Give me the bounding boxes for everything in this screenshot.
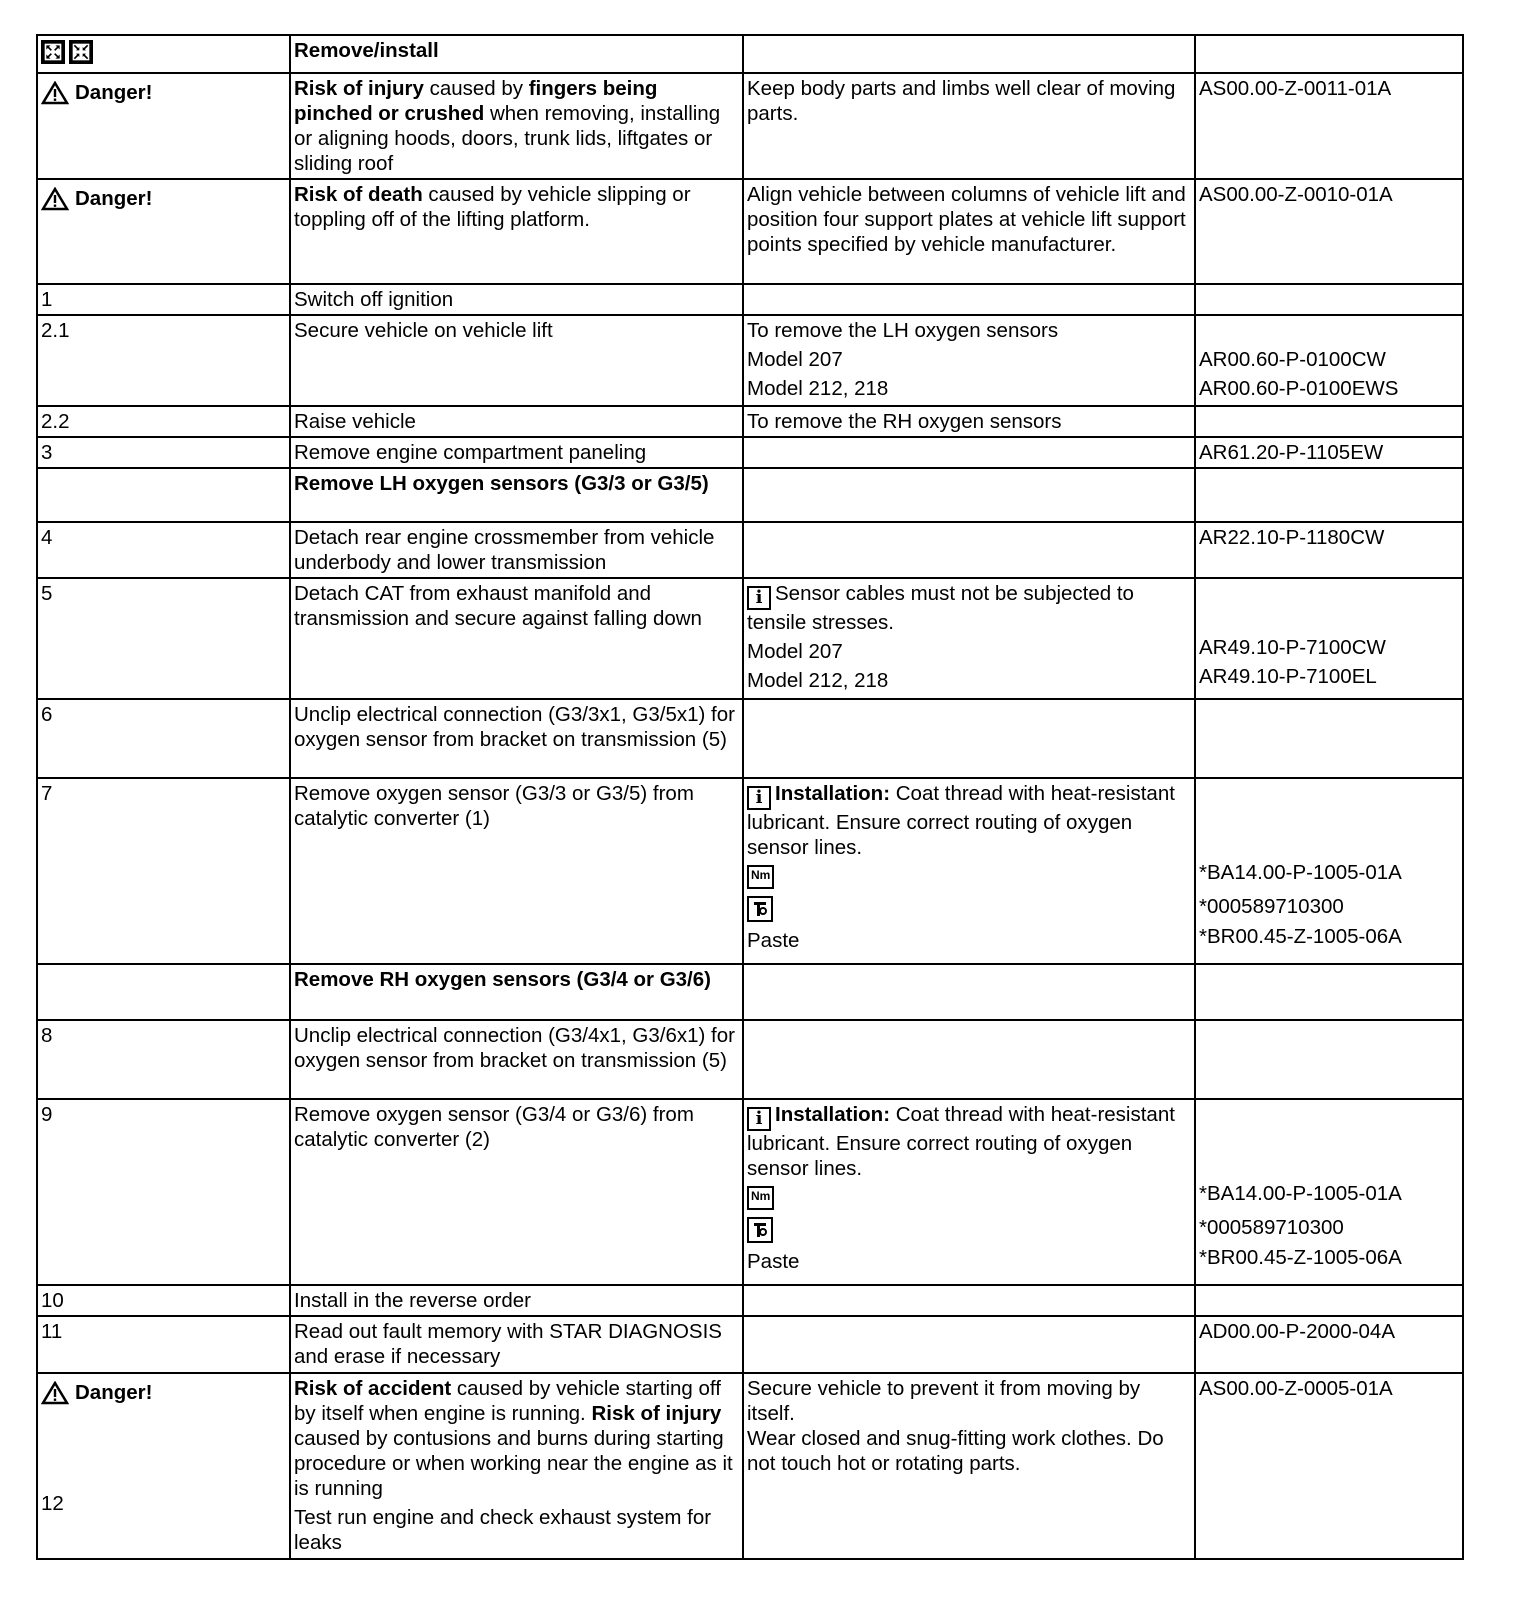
expand-icon [41, 40, 65, 64]
warning-triangle-icon [41, 81, 69, 105]
table-row: 3 Remove engine compartment paneling AR61.20-P-1105EW [37, 437, 1463, 468]
danger-row: Danger! 12 Risk of accident caused by vehicle starting off by itself when engine is running. Risk of injury caused by contusions and burns during starting procedure or when working near the engine as it is running Test run engine and check exhaust system for leaks Secure vehicle to prevent it from moving by itself. Wear closed and snug-fitting work clothes. Do not touch hot or rotating parts. AS00.00-Z-0005-01A [37, 1373, 1463, 1559]
danger-ref: AS00.00-Z-0005-01A [1195, 1373, 1463, 1559]
torque-nm-icon: Nm [747, 1186, 774, 1210]
table-row: 11 Read out fault memory with STAR DIAGNOSIS and erase if necessary AD00.00-P-2000-04A [37, 1316, 1463, 1373]
section-heading: Remove LH oxygen sensors (G3/3 or G3/5) [290, 468, 743, 522]
danger-description: Risk of accident caused by vehicle starting off by itself when engine is running. Risk of injury caused by contusions and burns during starting procedure or when working near the engine as it is running Test run engine and check exhaust system for leaks [290, 1373, 743, 1559]
info-icon: i [747, 586, 771, 610]
table-row: 10 Install in the reverse order [37, 1285, 1463, 1316]
danger-ref: AS00.00-Z-0011-01A [1195, 73, 1463, 179]
procedure-table [36, 34, 1464, 1560]
danger-measure: Align vehicle between columns of vehicle lift and position four support plates at vehicle lift support points specified by vehicle manufacturer. [743, 179, 1195, 284]
table-row: 5 Detach CAT from exhaust manifold and transmission and secure against falling down i Sensor cables must not be subjected to tensile stresses. Model 207 Model 212, 218 AR49.10-P-7100CW AR49.10-P-7100EL [37, 578, 1463, 699]
danger-label: Danger! [41, 1380, 152, 1405]
header-title: Remove/install [290, 35, 743, 73]
table-row: 2.2 Raise vehicle To remove the RH oxygen sensors [37, 406, 1463, 437]
warning-triangle-icon [41, 187, 69, 211]
danger-row [37, 73, 1463, 179]
info-icon: i [747, 786, 771, 810]
danger-description: Risk of injury caused by fingers being pinched or crushed when removing, installing or aligning hoods, doors, trunk lids, liftgates or sliding roof [290, 73, 743, 179]
danger-measure: Keep body parts and limbs well clear of moving parts. [743, 73, 1195, 179]
table-row: 6 Unclip electrical connection (G3/3x1, G3/5x1) for oxygen sensor from bracket on transmission (5) [37, 699, 1463, 778]
table-row: 1 Switch off ignition [37, 284, 1463, 315]
table-row: 9 Remove oxygen sensor (G3/4 or G3/6) from catalytic converter (2) i Installation: Coat thread with heat-resistant lubricant. Ensure correct routing of oxygen sensor lines. Nm Paste *BA14.00-P-1005-01A *000589710300 *BR00.45-Z-1005-06A [37, 1099, 1463, 1285]
info-icon: i [747, 1107, 771, 1131]
danger-measure: Secure vehicle to prevent it from moving by itself. Wear closed and snug-fitting work clothes. Do not touch hot or rotating parts. [743, 1373, 1195, 1559]
section-heading-row [37, 468, 1463, 522]
danger-label: Danger! [41, 80, 152, 105]
table-row: 7 Remove oxygen sensor (G3/3 or G3/5) from catalytic converter (1) i Installation: Coat thread with heat-resistant lubricant. Ensure correct routing of oxygen sensor lines. Nm Paste *BA14.00-P-1005-01A *000589710300 *BR00.45-Z-1005-06A [37, 778, 1463, 964]
collapse-icon [69, 40, 93, 64]
section-heading-row [37, 964, 1463, 1020]
torque-nm-icon: Nm [747, 865, 774, 889]
section-heading: Remove RH oxygen sensors (G3/4 or G3/6) [290, 964, 743, 1020]
danger-ref: AS00.00-Z-0010-01A [1195, 179, 1463, 284]
table-row: 2.1 Secure vehicle on vehicle lift To remove the LH oxygen sensors Model 207 Model 212, 218 AR00.60-P-0100CW AR00.60-P-0100EWS [37, 315, 1463, 406]
danger-row [37, 179, 1463, 284]
table-row: 4 Detach rear engine crossmember from vehicle underbody and lower transmission AR22.10-P-1180CW [37, 522, 1463, 578]
table-row: 8 Unclip electrical connection (G3/4x1, G3/6x1) for oxygen sensor from bracket on transmission (5) [37, 1020, 1463, 1099]
tool-icon [747, 896, 773, 922]
table-header-row [37, 35, 1463, 73]
tool-icon [747, 1217, 773, 1243]
warning-triangle-icon [41, 1381, 69, 1405]
danger-label: Danger! [41, 186, 152, 211]
header-icons-cell [37, 35, 290, 73]
danger-description: Risk of death caused by vehicle slipping or toppling off of the lifting platform. [290, 179, 743, 284]
